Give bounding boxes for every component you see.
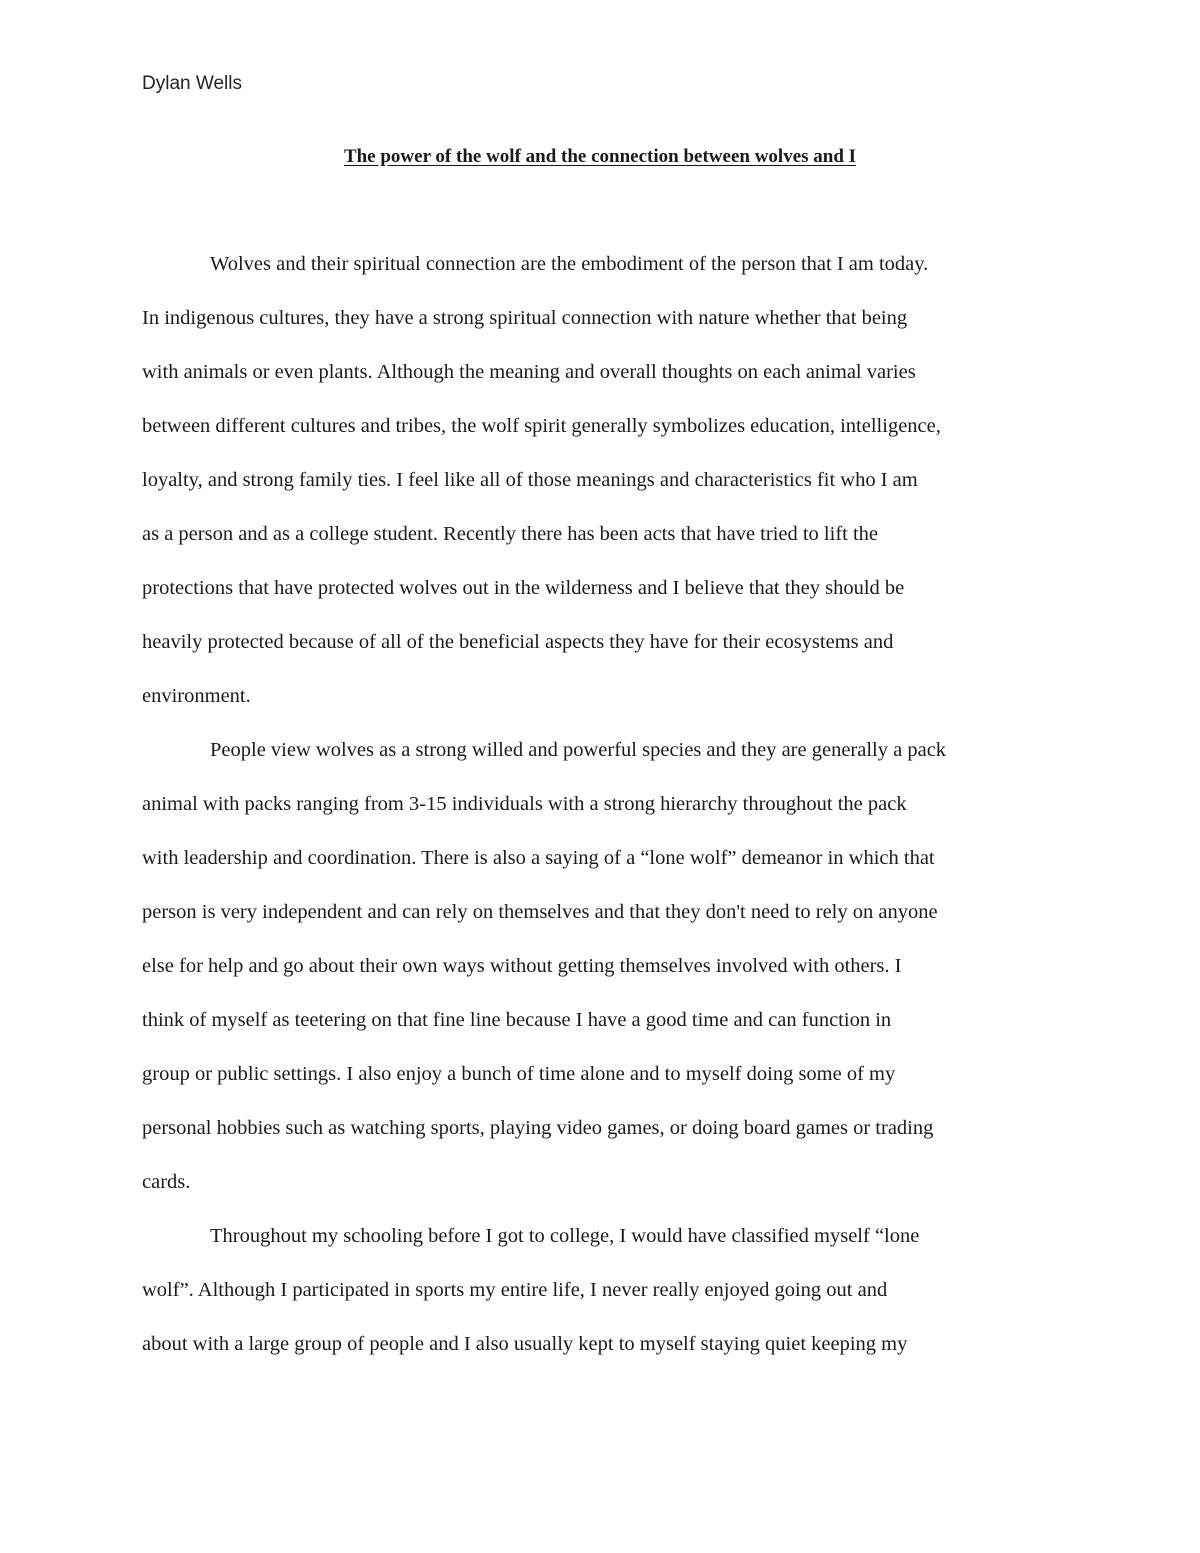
paragraph-line: about with a large group of people and I also usually kept to myself staying quiet keeping my <box>142 1333 908 1355</box>
paragraph-line: wolf”. Although I participated in sports my entire life, I never really enjoyed going out and <box>142 1279 888 1301</box>
paragraph-line: else for help and go about their own ways without getting themselves involved with others. I <box>142 955 902 977</box>
paragraph-2 <box>142 735 1062 1221</box>
paragraph-line: with animals or even plants. Although the meaning and overall thoughts on each animal varies <box>142 361 916 383</box>
paragraph-line: person is very independent and can rely on themselves and that they don't need to rely on anyone <box>142 901 938 923</box>
paragraph-line: loyalty, and strong family ties. I feel like all of those meanings and characteristics fit who I am <box>142 469 918 491</box>
author-name: Dylan Wells <box>142 73 242 94</box>
paragraph-line: as a person and as a college student. Recently there has been acts that have tried to lift the <box>142 523 879 545</box>
paragraph-line: protections that have protected wolves out in the wilderness and I believe that they should be <box>142 577 905 599</box>
paragraph-line: with leadership and coordination. There is also a saying of a “lone wolf” demeanor in which that <box>142 847 935 869</box>
paragraph-line: animal with packs ranging from 3-15 individuals with a strong hierarchy throughout the pack <box>142 793 907 815</box>
paragraph-3 <box>142 1221 1062 1383</box>
paragraph-line: In indigenous cultures, they have a strong spiritual connection with nature whether that being <box>142 307 908 329</box>
essay-body <box>142 249 1062 1383</box>
paragraph-line: group or public settings. I also enjoy a bunch of time alone and to myself doing some of my <box>142 1063 896 1085</box>
essay-title: The power of the wolf and the connection between wolves and I <box>343 146 857 167</box>
paragraph-line: cards. <box>142 1171 191 1193</box>
paragraph-line: Throughout my schooling before I got to college, I would have classified myself “lone <box>210 1225 920 1247</box>
paragraph-line: Wolves and their spiritual connection are the embodiment of the person that I am today. <box>210 253 929 275</box>
paragraph-line: People view wolves as a strong willed and powerful species and they are generally a pack <box>210 739 947 761</box>
paragraph-1 <box>142 249 1062 735</box>
paragraph-line: think of myself as teetering on that fine line because I have a good time and can function in <box>142 1009 892 1031</box>
paragraph-line: heavily protected because of all of the beneficial aspects they have for their ecosystems and <box>142 631 894 653</box>
paragraph-line: environment. <box>142 685 251 707</box>
paragraph-line: personal hobbies such as watching sports, playing video games, or doing board games or trading <box>142 1117 934 1139</box>
paragraph-line: between different cultures and tribes, the wolf spirit generally symbolizes education, intelligence, <box>142 415 941 437</box>
